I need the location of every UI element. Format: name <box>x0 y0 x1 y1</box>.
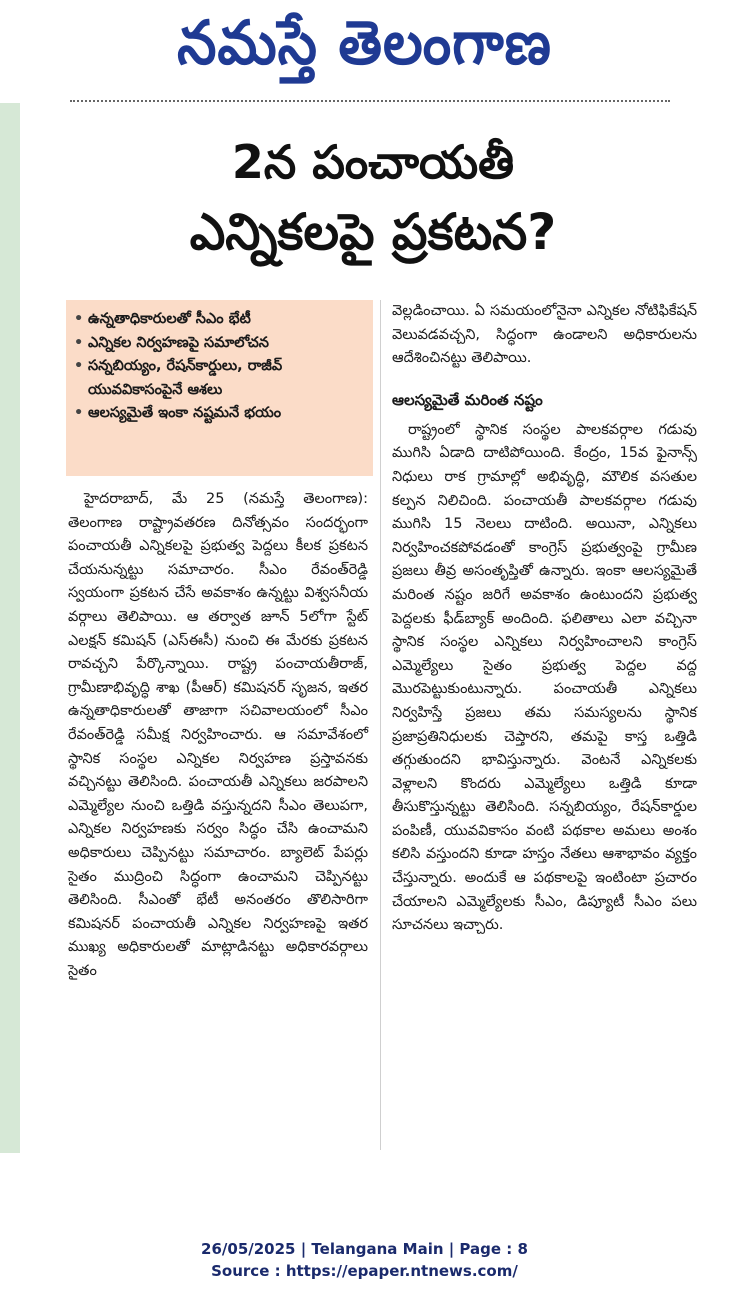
highlight-text: ఆలస్యమైతే ఇంకా నష్టమనే భయం <box>88 405 282 422</box>
top-divider <box>70 100 670 102</box>
bullet-dot-icon: • <box>74 311 84 327</box>
bullet-dot-icon: • <box>74 405 84 422</box>
article-subhead: ఆలస్యమైతే మరింత నష్టం <box>392 390 543 409</box>
highlights-box <box>66 300 373 476</box>
bullet-dot-icon: • <box>74 358 84 375</box>
article-paragraph: హైదరాబాద్, మే 25 (నమస్తే తెలంగాణ): తెలంగాణ రాష్ట్రావతరణ దినోత్సవం సందర్భంగా పంచాయతీ ఎన్నికలపై ప్రభుత్వ పెద్దలు కీలక ప్రకటన చేయనున్నట్టు సమాచారం. సీఎం రేవంత్‌రెడ్డి స్వయంగా ప్రకటన చేసే అవకాశం ఉన్నట్టు విశ్వసనీయ వర్గాలు తెలిపాయి. ఆ తర్వాత జూన్ 5లోగా స్టేట్ ఎలక్షన్ కమిషన్ (ఎస్ఈసీ) నుంచి ఈ మేరకు ప్రకటన రావచ్చని పేర్కొన్నాయి. రాష్ట్ర పంచాయతీరాజ్, గ్రామీణాభివృద్ధి శాఖ (పీఆర్) కమిషనర్ సృజన, ఇతర ఉన్నతాధికారులతో తాజాగా సచివాలయంలో సీఎం రేవంత్‌రెడ్డి సమీక్ష నిర్వహించారు. ఆ సమావేశంలో స్థానిక సంస్థల ఎన్నికల నిర్వహణ ప్రస్తావనకు వచ్చినట్టు తెలిసింది. పంచాయతీ ఎన్నికలు జరపాలని ఎమ్మెల్యేల నుంచి ఒత్తిడి వస్తున్నదని సీఎం తెలుపగా, ఎన్నికల నిర్వహణకు సర్వం సిద్ధం చేసి ఉంచామని అధికారులు చెప్పినట్టు సమాచారం. బ్యాలెట్ పేపర్లు సైతం ముద్రించి సిద్ధంగా ఉంచామని చెప్పినట్టు తెలిసింది. సీఎంతో భేటీ అనంతరం తొలిసారిగా కమిషనర్ పంచాయతీ ఎన్నికల నిర్వహణపై ఇతర ముఖ్య అధికారులతో మాట్లాడినట్టు అధికారవర్గాలు సైతం <box>68 491 368 979</box>
article-left-column <box>68 488 368 983</box>
highlight-text: ఎన్నికల నిర్వహణపై సమాలోచన <box>88 334 269 351</box>
footer-source-line: Source : https://epaper.ntnews.com/ <box>211 1262 518 1280</box>
side-strip <box>0 103 20 1153</box>
highlight-text: ఉన్నతాధికారులతో సీఎం భేటీ <box>88 311 251 327</box>
article-paragraph: వెల్లడించాయి. ఏ సమయంలోనైనా ఎన్నికల నోటిఫికేషన్ వెలువడవచ్చని, సిద్ధంగా ఉండాలని అధికారులను ఆదేశించినట్టు తెలిపాయి. <box>392 303 697 367</box>
column-divider <box>380 300 381 1150</box>
highlight-item <box>74 308 365 332</box>
highlight-text: సన్నబియ్యం, రేషన్‌కార్డులు, రాజీవ్ యువవికాసంపైనే ఆశలు <box>88 358 283 398</box>
highlight-item <box>74 355 365 402</box>
footer-date-line: 26/05/2025 | Telangana Main | Page : 8 <box>201 1240 528 1258</box>
masthead-logo: నమస్తే తెలంగాణ <box>177 8 552 79</box>
highlight-item <box>74 402 365 426</box>
headline-line-1: 2న పంచాయతీ <box>231 135 515 189</box>
bullet-dot-icon: • <box>74 334 84 351</box>
headline-line-2: ఎన్నికలపై ప్రకటన? <box>189 203 557 261</box>
article-paragraph: రాష్ట్రంలో స్థానిక సంస్థల పాలకవర్గాల గడువు ముగిసి ఏడాది దాటిపోయింది. కేంద్రం, 15వ ఫైనాన్స్ నిధులు రాక గ్రామాల్లో అభివృద్ధి, మౌలిక వసతుల కల్పన నిలిచింది. పంచాయతీ పాలకవర్గాల గడువు ముగిసి 15 నెలలు దాటింది. అయినా, ఎన్నికలు నిర్వహించకపోవడంతో కాంగ్రెస్ ప్రభుత్వంపై గ్రామీణ ప్రజలు తీవ్ర అసంతృప్తితో ఉన్నారు. ఇంకా ఆలస్యమైతే మరింత నష్టం జరిగే అవకాశం ఉంటుందని ప్రభుత్వ పెద్దలకు ఫీడ్‌బ్యాక్ అందింది. ఫలితాలు ఎలా వచ్చినా స్థానిక సంస్థల ఎన్నికలు నిర్వహించాలని కాంగ్రెస్ ఎమ్మెల్యేలు సైతం ప్రభుత్వ పెద్దల వద్ద మొరపెట్టుకుంటున్నారు. పంచాయతీ ఎన్నికలు నిర్వహిస్తే ప్రజలు తమ సమస్యలను స్థానిక ప్రజాప్రతినిధులకు చెప్తారని, తమపై కాస్త ఒత్తిడి తగ్గుతుందని భావిస్తున్నారు. వెంటనే ఎన్నికలకు వెళ్లాలని కొందరు ఎమ్మెల్యేలు ఒత్తిడి కూడా తీసుకొస్తున్నట్టు తెలిసింది. సన్నబియ్యం, రేషన్‌కార్డుల పంపిణీ, యువవికాసం వంటి పథకాల అమలు అంశం కలిసి వస్తుందని కూడా హస్తం నేతలు ఆశాభావం వ్యక్తం చేస్తున్నారు. అందుకే ఆ పథకాలపై ఇంటింటా ప్రచారం చేయాలని ఎమ్మెల్యేలకు సీఎం, డిప్యూటీ సీఎం పలు సూచనలు ఇచ్చారు. <box>392 421 697 934</box>
highlight-item <box>74 332 365 356</box>
article-right-column <box>392 300 697 938</box>
